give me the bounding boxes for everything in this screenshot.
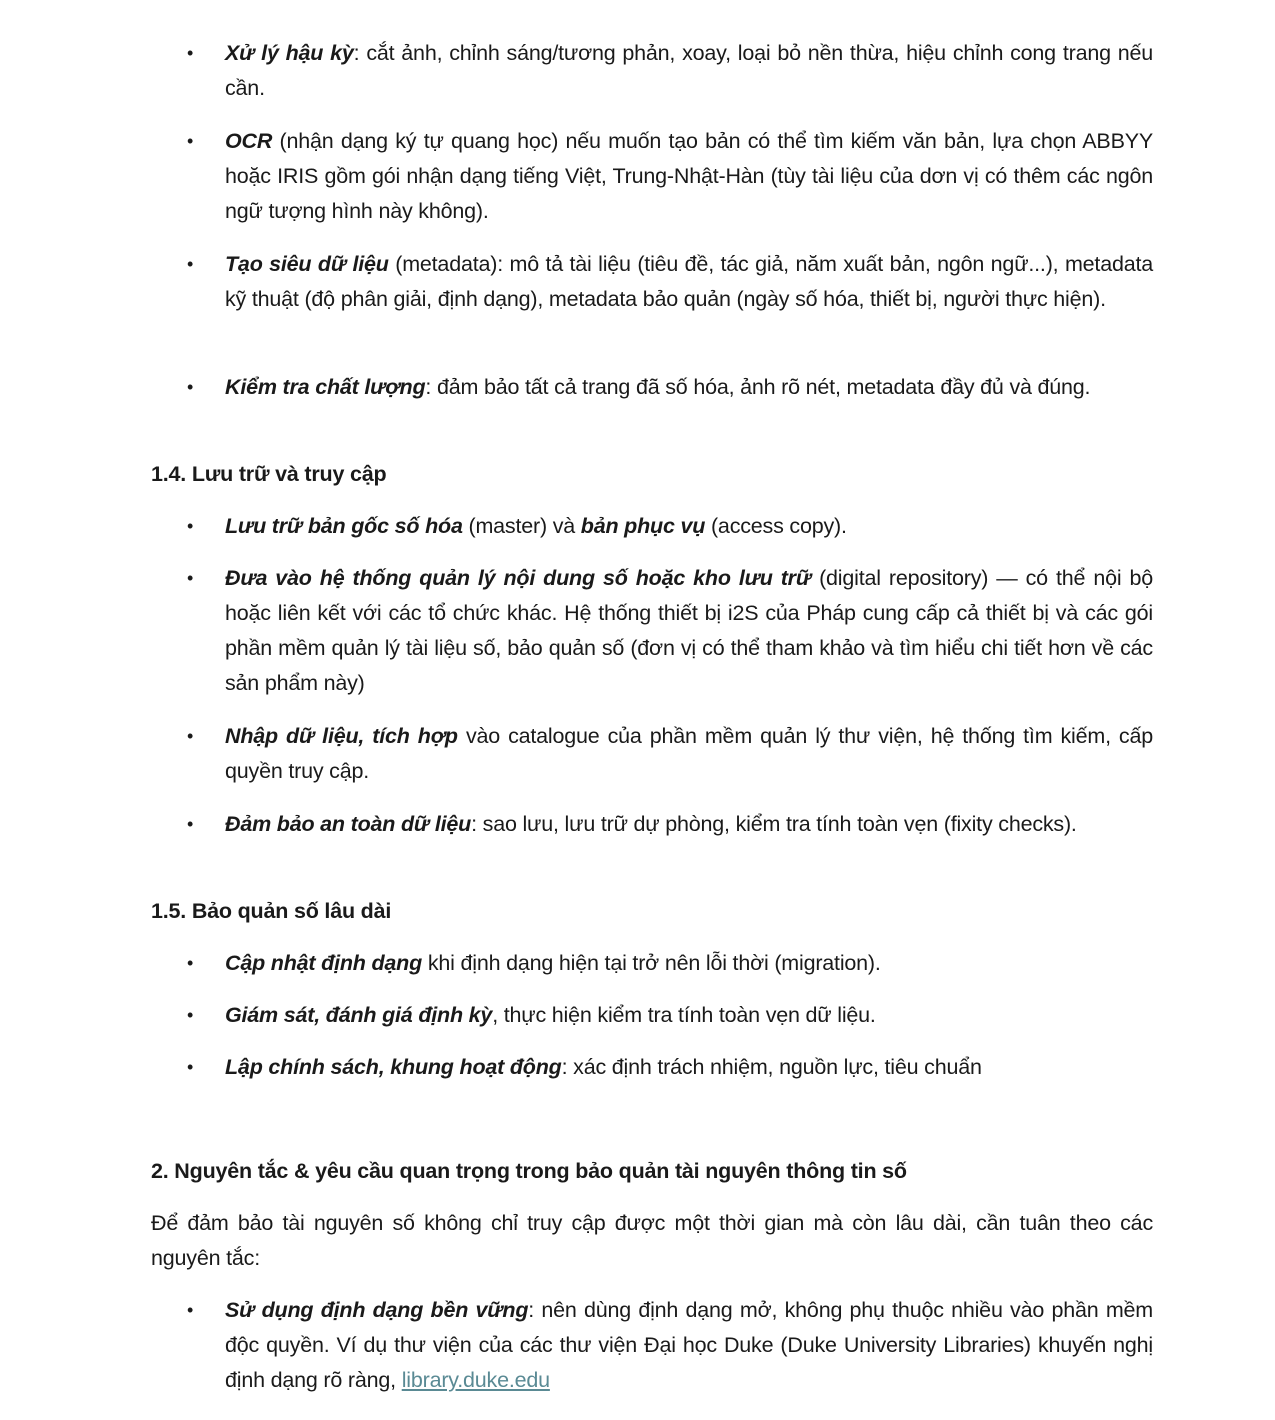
intro-paragraph: Để đảm bảo tài nguyên số không chỉ truy cập được một thời gian mà còn lâu dài, cần tuân theo các nguyên tắc: bbox=[151, 1211, 1153, 1270]
list-item: • Nhập dữ liệu, tích hợp vào catalogue của phần mềm quản lý thư viện, hệ thống tìm kiếm, cấp quyền truy cập. bbox=[151, 719, 1153, 789]
bullet-icon: • bbox=[187, 1005, 194, 1025]
monitoring-list bbox=[151, 998, 1153, 1033]
bullet-icon: • bbox=[187, 814, 194, 834]
list-item: • Xử lý hậu kỳ: cắt ảnh, chỉnh sáng/tương phản, xoay, loại bỏ nền thừa, hiệu chỉnh cong trang nếu cần. bbox=[151, 36, 1153, 106]
bullet-icon: • bbox=[187, 377, 194, 397]
bullet-icon: • bbox=[187, 726, 194, 746]
list-item: • Tạo siêu dữ liệu (metadata): mô tả tài liệu (tiêu đề, tác giả, năm xuất bản, ngôn ngữ...), metadata kỹ thuật (độ phân giải, định dạng), metadata bảo quản (ngày số hóa, thiết bị, người thực hiện). bbox=[151, 247, 1153, 317]
bullet-icon: • bbox=[187, 1057, 194, 1077]
list-item: • Đảm bảo an toàn dữ liệu: sao lưu, lưu trữ dự phòng, kiểm tra tính toàn vẹn (fixity checks). bbox=[151, 807, 1153, 842]
ocr-list bbox=[151, 124, 1153, 229]
section-heading: 2. Nguyên tắc & yêu cầu quan trọng trong bảo quản tài nguyên thông tin số bbox=[151, 1159, 907, 1183]
metadata-list bbox=[151, 247, 1153, 317]
quality-list bbox=[151, 370, 1153, 405]
list-item: • Sử dụng định dạng bền vững: nên dùng định dạng mở, không phụ thuộc nhiều vào phần mềm độc quyền. Ví dụ thư viện của các thư viện Đại học Duke (Duke University Libraries) khuyến nghị định dạng rõ ràng, library.duke.edu bbox=[151, 1293, 1153, 1398]
integration-list bbox=[151, 719, 1153, 789]
list-item: • Đưa vào hệ thống quản lý nội dung số hoặc kho lưu trữ (digital repository) — có thể nội bộ hoặc liên kết với các tổ chức khác. Hệ thống thiết bị i2S của Pháp cung cấp cả thiết bị và các gói phần mềm quản lý tài liệu số, bảo quản số (đơn vị có thể tham khảo và tìm hiểu chi tiết hơn về các sản phẩm này) bbox=[151, 561, 1153, 701]
bullet-icon: • bbox=[187, 1300, 194, 1320]
postprocess-list bbox=[151, 36, 1153, 106]
bullet-icon: • bbox=[187, 568, 194, 588]
safety-list bbox=[151, 807, 1153, 842]
bullet-icon: • bbox=[187, 953, 194, 973]
list-item: • Giám sát, đánh giá định kỳ, thực hiện kiểm tra tính toàn vẹn dữ liệu. bbox=[151, 998, 1153, 1033]
duke-library-link[interactable]: library.duke.edu bbox=[401, 1368, 550, 1392]
bullet-icon: • bbox=[187, 516, 194, 536]
bullet-icon: • bbox=[187, 43, 194, 63]
list-item: • Cập nhật định dạng khi định dạng hiện tại trở nên lỗi thời (migration). bbox=[151, 946, 1153, 981]
section-heading: 1.5. Bảo quản số lâu dài bbox=[151, 899, 392, 923]
bullet-icon: • bbox=[187, 254, 194, 274]
bullet-icon: • bbox=[187, 131, 194, 151]
principles-list bbox=[151, 1293, 1153, 1398]
section-heading: 1.4. Lưu trữ và truy cập bbox=[151, 462, 387, 486]
list-item: • OCR (nhận dạng ký tự quang học) nếu muốn tạo bản có thể tìm kiếm văn bản, lựa chọn ABBYY hoặc IRIS gồm gói nhận dạng tiếng Việt, Trung-Nhật-Hàn (tùy tài liệu của dơn vị có thêm các ngôn ngữ tượng hình này không). bbox=[151, 124, 1153, 229]
list-item: • Lưu trữ bản gốc số hóa (master) và bản phục vụ (access copy). bbox=[151, 509, 1153, 544]
list-item: • Kiểm tra chất lượng: đảm bảo tất cả trang đã số hóa, ảnh rõ nét, metadata đầy đủ và đúng. bbox=[151, 370, 1153, 405]
repository-list bbox=[151, 561, 1153, 701]
preservation-list bbox=[151, 946, 1153, 981]
storage-list bbox=[151, 509, 1153, 544]
policy-list bbox=[151, 1050, 1153, 1085]
list-item: • Lập chính sách, khung hoạt động: xác định trách nhiệm, nguồn lực, tiêu chuẩn bbox=[151, 1050, 1153, 1085]
